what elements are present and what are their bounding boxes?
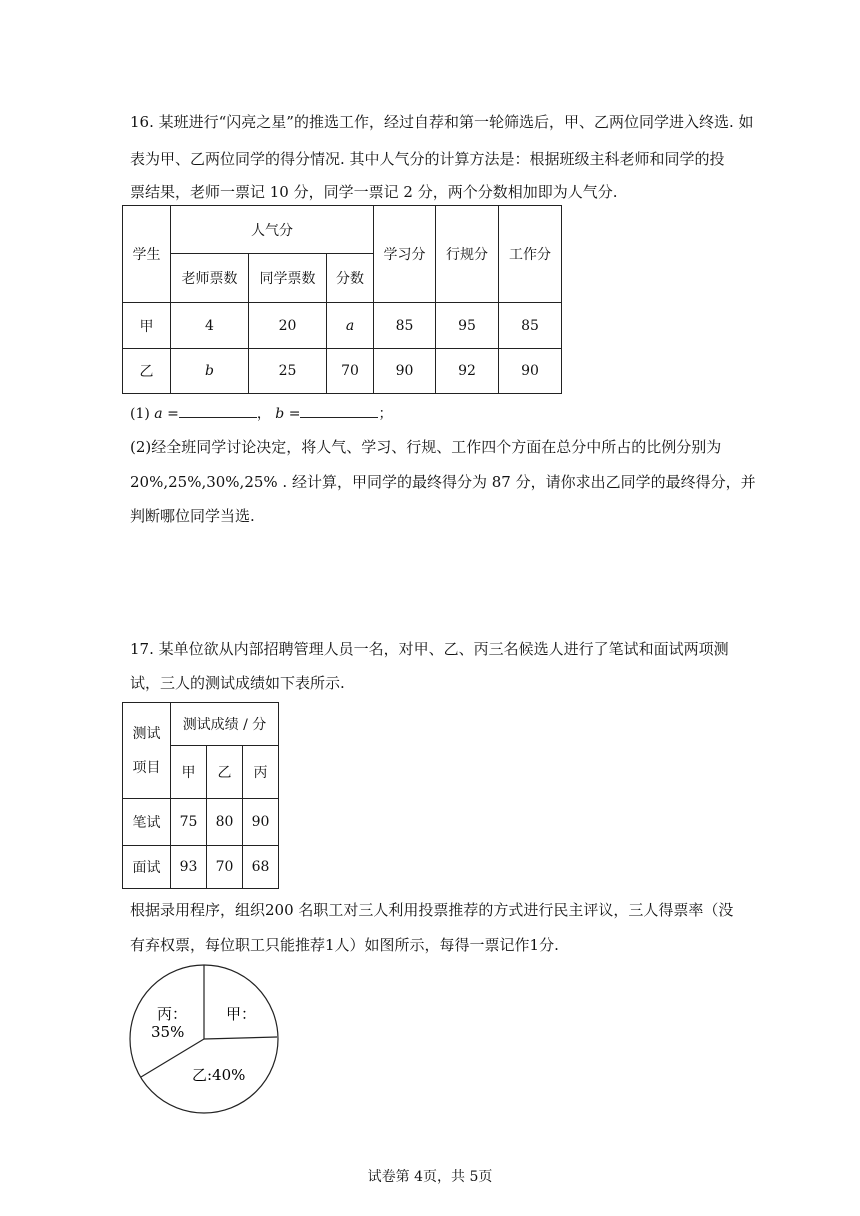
- header-teacher-votes: 老师票数: [171, 254, 249, 303]
- pie-label-jia: 甲：: [226, 1005, 257, 1023]
- cell-value: 75: [171, 799, 207, 846]
- header-study: 学习分: [374, 206, 436, 303]
- header-test-scores: 测试成绩 / 分: [171, 703, 279, 746]
- q17-after-line-2: 有弃权票，每位职工只能推荐1人）如图所示，每得一票记作1分.: [130, 936, 559, 954]
- table-row: [123, 303, 562, 349]
- q16-part2-line-2: 20%,25%,30%,25% . 经计算，甲同学的最终得分为 87 分，请你求出乙同学的最终得分，并: [130, 473, 756, 491]
- cell-value: 93: [171, 846, 207, 889]
- q16-score-table: [122, 205, 562, 394]
- vote-pie-chart: [127, 962, 287, 1122]
- header-conduct: 行规分: [436, 206, 499, 303]
- row-student-votes: 25: [249, 349, 327, 394]
- cell-value: 90: [243, 799, 279, 846]
- page-footer: 试卷第 4页，共 5页: [367, 1169, 493, 1185]
- q17-line-1: 17. 某单位欲从内部招聘管理人员一名，对甲、乙、丙三名候选人进行了笔试和面试两项测: [130, 640, 729, 658]
- header-candidate: 甲: [171, 746, 207, 799]
- q16-part2-line-1: (2)经全班同学讨论决定，将人气、学习、行规、工作四个方面在总分中所占的比例分别为: [130, 438, 722, 456]
- cell-value: 68: [243, 846, 279, 889]
- row-study: 85: [374, 303, 436, 349]
- cell-value: 70: [207, 846, 243, 889]
- row-conduct: 92: [436, 349, 499, 394]
- row-name: 甲: [123, 303, 171, 349]
- part1-prefix: (1): [130, 406, 150, 422]
- row-student-votes: 20: [249, 303, 327, 349]
- q16-line-3: 票结果，老师一票记 10 分，同学一票记 2 分，两个分数相加即为人气分.: [130, 183, 618, 201]
- q17-score-table: [122, 702, 279, 889]
- header-candidate: 乙: [207, 746, 243, 799]
- row-teacher-votes: 4: [171, 303, 249, 349]
- answer-blank-a[interactable]: [179, 403, 257, 418]
- row-work: 85: [499, 303, 562, 349]
- row-score: a: [327, 303, 374, 349]
- row-label: 笔试: [123, 799, 171, 846]
- q16-line-1: 16. 某班进行“闪亮之星”的推选工作，经过自荐和第一轮筛选后，甲、乙两位同学进入终选. 如: [130, 113, 754, 131]
- pie-label-bing-percent: 35%: [151, 1023, 185, 1041]
- header-score: 分数: [327, 254, 374, 303]
- header-candidate: 丙: [243, 746, 279, 799]
- row-name: 乙: [123, 349, 171, 394]
- row-score: 70: [327, 349, 374, 394]
- pie-divider-right: [204, 1037, 277, 1039]
- row-teacher-votes: b: [171, 349, 249, 394]
- row-study: 90: [374, 349, 436, 394]
- part1-a-label: a =: [154, 406, 179, 422]
- header-popularity: 人气分: [171, 206, 374, 254]
- part1-b-label: b =: [275, 406, 301, 422]
- header-student-votes: 同学票数: [249, 254, 327, 303]
- row-label: 面试: [123, 846, 171, 889]
- table-row: [123, 799, 279, 846]
- header-test-item-line-1: 测试: [132, 725, 161, 742]
- header-test-item-line-2: 项目: [132, 759, 161, 776]
- cell-value: 80: [207, 799, 243, 846]
- pie-label-bing: 丙：: [157, 1005, 188, 1023]
- q16-part2-line-3: 判断哪位同学当选.: [130, 507, 255, 525]
- header-work: 工作分: [499, 206, 562, 303]
- table-row: [123, 349, 562, 394]
- q17-line-2: 试，三人的测试成绩如下表所示.: [130, 674, 345, 692]
- q17-after-line-1: 根据录用程序，组织200 名职工对三人利用投票推荐的方式进行民主评议，三人得票率（没: [130, 901, 734, 919]
- row-conduct: 95: [436, 303, 499, 349]
- q16-part1: [130, 403, 392, 424]
- part1-end: ；: [378, 406, 393, 422]
- header-test-item: [123, 703, 171, 799]
- part1-separator: ，: [256, 406, 271, 422]
- header-student: 学生: [123, 206, 171, 303]
- row-work: 90: [499, 349, 562, 394]
- pie-label-yi: 乙:40%: [192, 1066, 246, 1084]
- answer-blank-b[interactable]: [300, 403, 378, 418]
- q16-line-2: 表为甲、乙两位同学的得分情况. 其中人气分的计算方法是：根据班级主科老师和同学的投: [130, 150, 725, 168]
- table-row: [123, 846, 279, 889]
